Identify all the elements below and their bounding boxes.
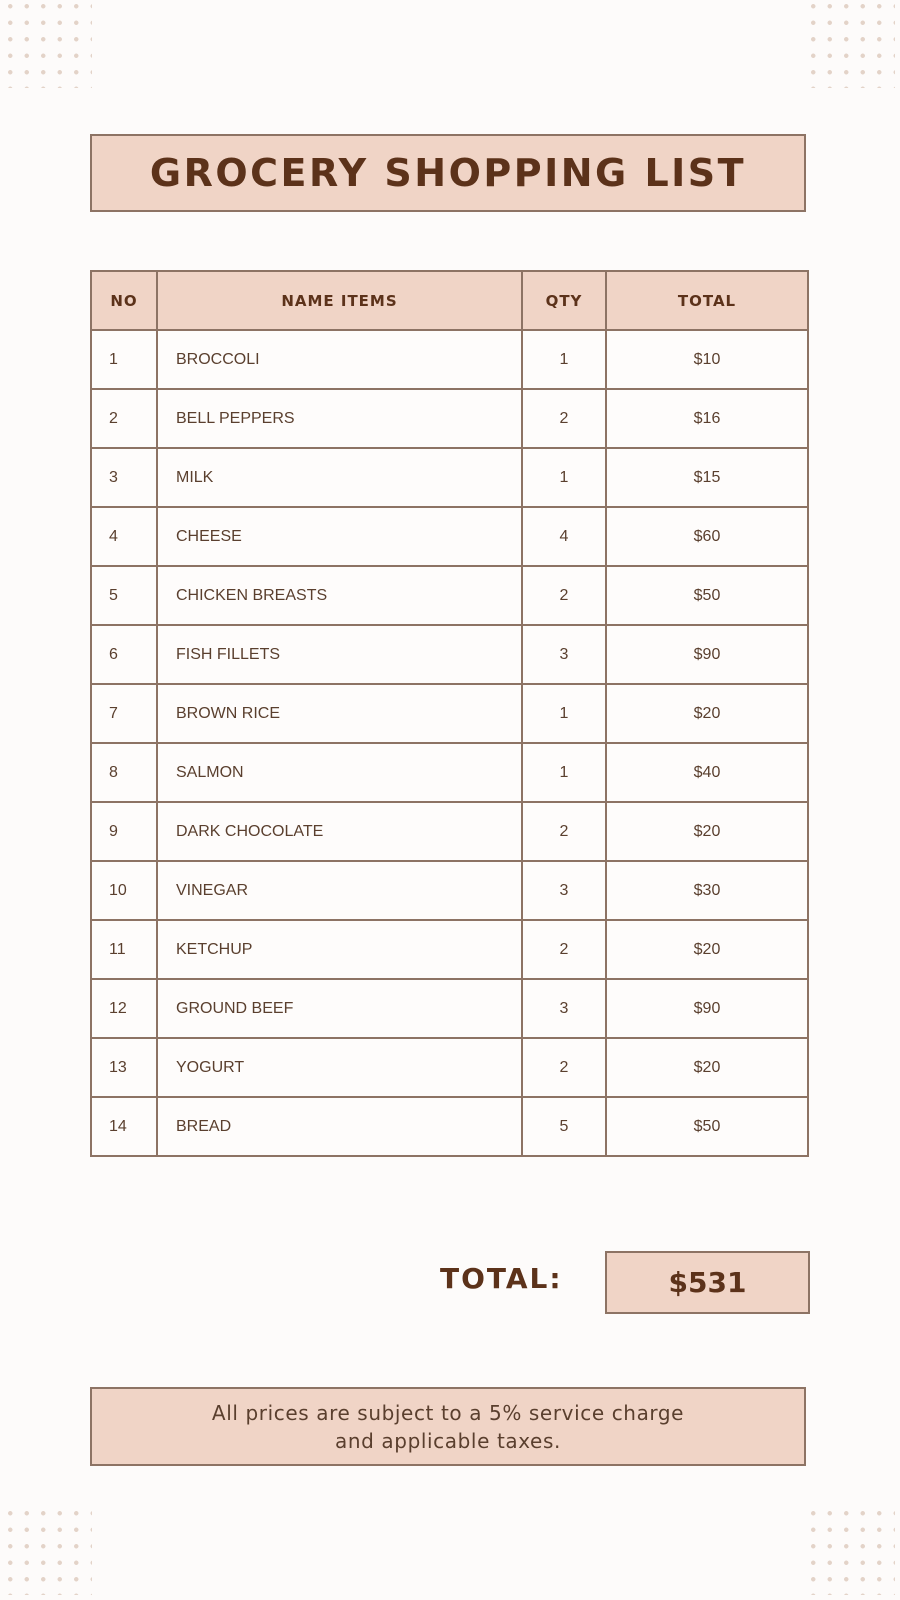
table-row [91,448,808,507]
item-total: $50 [606,566,808,625]
decorative-dot-grid-top-right [805,0,895,88]
grand-total-value: $531 [605,1251,810,1314]
item-name: DARK CHOCOLATE [157,802,522,861]
grocery-table [90,270,809,1157]
item-total: $90 [606,625,808,684]
item-name: BROWN RICE [157,684,522,743]
item-qty: 3 [522,625,606,684]
table-row [91,743,808,802]
table-row [91,1097,808,1156]
table-header-row [91,271,808,330]
item-total: $50 [606,1097,808,1156]
table-row [91,507,808,566]
item-number: 5 [91,566,157,625]
item-name: MILK [157,448,522,507]
item-number: 3 [91,448,157,507]
item-total: $10 [606,330,808,389]
note-line-1: All prices are subject to a 5% service charge [211,1400,685,1425]
item-qty: 1 [522,448,606,507]
item-name: FISH FILLETS [157,625,522,684]
item-qty: 2 [522,920,606,979]
table-row [91,920,808,979]
decorative-dot-grid-bottom-right [805,1505,895,1595]
item-number: 1 [91,330,157,389]
decorative-dot-grid-bottom-left [2,1505,92,1595]
item-name: KETCHUP [157,920,522,979]
item-total: $40 [606,743,808,802]
item-name: VINEGAR [157,861,522,920]
item-qty: 3 [522,979,606,1038]
item-total: $16 [606,389,808,448]
item-total: $20 [606,1038,808,1097]
note-line-2: and applicable taxes. [335,1428,561,1453]
item-total: $90 [606,979,808,1038]
item-name: CHEESE [157,507,522,566]
item-number: 12 [91,979,157,1038]
table-row [91,802,808,861]
item-name: YOGURT [157,1038,522,1097]
item-name: BROCCOLI [157,330,522,389]
item-qty: 2 [522,389,606,448]
table-row [91,1038,808,1097]
grand-total-label: TOTAL: [440,1262,563,1295]
table-row [91,625,808,684]
header-no: NO [91,271,157,330]
header-total: TOTAL [606,271,808,330]
item-total: $20 [606,802,808,861]
item-number: 6 [91,625,157,684]
header-qty: QTY [522,271,606,330]
item-name: BELL PEPPERS [157,389,522,448]
item-qty: 5 [522,1097,606,1156]
item-total: $60 [606,507,808,566]
item-qty: 3 [522,861,606,920]
item-number: 10 [91,861,157,920]
item-number: 4 [91,507,157,566]
title-banner [90,134,806,212]
item-qty: 2 [522,566,606,625]
table-row [91,389,808,448]
item-number: 14 [91,1097,157,1156]
decorative-dot-grid-top-left [2,0,92,88]
item-number: 13 [91,1038,157,1097]
item-number: 2 [91,389,157,448]
item-qty: 4 [522,507,606,566]
table-row [91,861,808,920]
table-row [91,979,808,1038]
table-row [91,684,808,743]
item-name: GROUND BEEF [157,979,522,1038]
item-name: SALMON [157,743,522,802]
item-total: $20 [606,684,808,743]
item-total: $30 [606,861,808,920]
page-title: GROCERY SHOPPING LIST [149,151,747,195]
item-number: 9 [91,802,157,861]
item-qty: 1 [522,743,606,802]
item-number: 11 [91,920,157,979]
table-row [91,330,808,389]
item-total: $15 [606,448,808,507]
service-charge-note [90,1387,806,1466]
item-name: BREAD [157,1097,522,1156]
header-name-items: NAME ITEMS [157,271,522,330]
table-row [91,566,808,625]
item-total: $20 [606,920,808,979]
item-number: 7 [91,684,157,743]
item-qty: 2 [522,1038,606,1097]
item-name: CHICKEN BREASTS [157,566,522,625]
item-qty: 1 [522,684,606,743]
item-number: 8 [91,743,157,802]
item-qty: 1 [522,330,606,389]
item-qty: 2 [522,802,606,861]
